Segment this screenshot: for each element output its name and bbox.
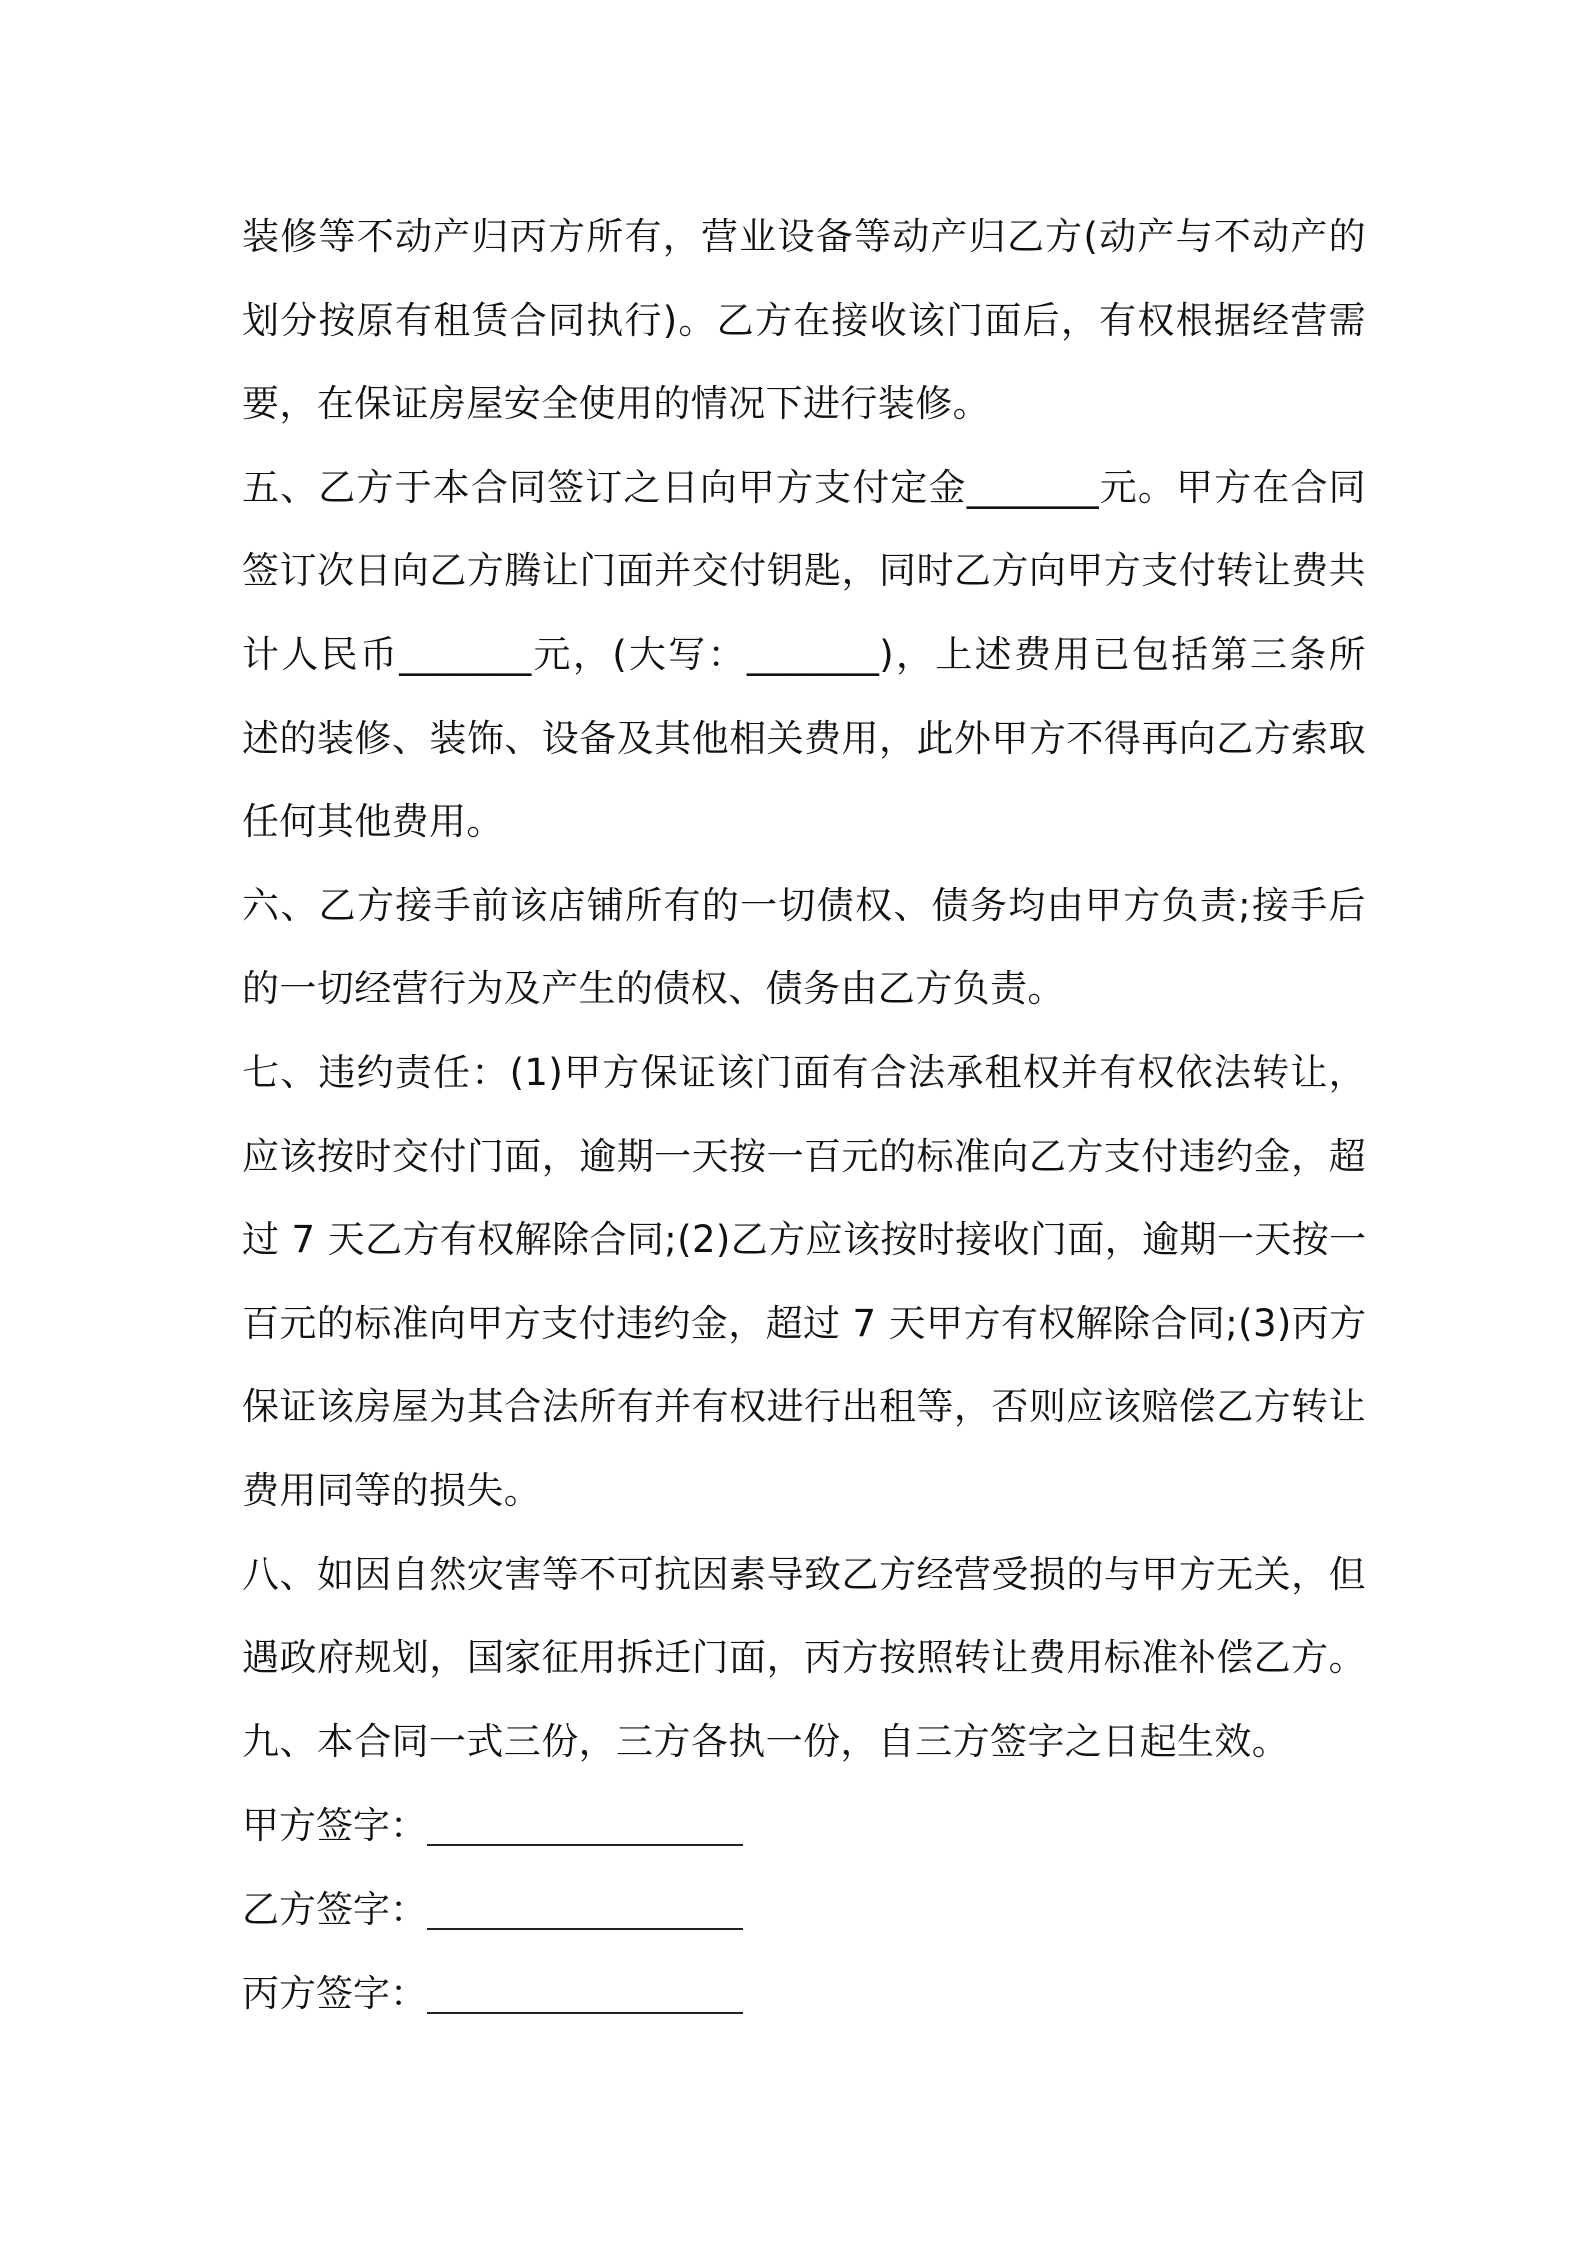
signature-label-party-b: 乙方签字： — [242, 1888, 427, 1931]
clause-7-line: 保证该房屋为其合法所有并有权进行出租等，否则应该赔偿乙方转让 — [242, 1385, 1366, 1429]
clause-8-line: 遇政府规划，国家征用拆迁门面，丙方按照转让费用标准补偿乙方。 — [242, 1636, 1366, 1680]
clause-7-line: 七、违约责任：(1)甲方保证该门面有合法承租权并有权依法转让， — [242, 1050, 1366, 1094]
clause-6-line: 的一切经营行为及产生的债权、债务由乙方负责。 — [242, 967, 1065, 1011]
clause-8-line: 八、如因自然灾害等不可抗因素导致乙方经营受损的与甲方无关，但 — [242, 1552, 1366, 1596]
text-line: 要，在保证房屋安全使用的情况下进行装修。 — [242, 382, 990, 426]
signature-label-party-c: 丙方签字： — [242, 1972, 427, 2015]
clause-5-line: 述的装修、装饰、设备及其他相关费用，此外甲方不得再向乙方索取 — [242, 716, 1366, 760]
signature-party-a — [242, 1784, 942, 1868]
signature-blank-party-a — [427, 1784, 743, 1868]
contract-body — [242, 195, 1366, 1783]
clause-7-line: 应该按时交付门面，逾期一天按一百元的标准向乙方支付违约金，超 — [242, 1134, 1366, 1178]
signature-blank-party-b — [427, 1868, 743, 1952]
text-line: 装修等不动产归丙方所有，营业设备等动产归乙方(动产与不动产的 — [242, 215, 1366, 258]
clause-7-line: 百元的标准向甲方支付违约金，超过 7 天甲方有权解除合同;(3)丙方 — [242, 1301, 1367, 1345]
clause-5-line: 五、乙方于本合同签订之日向甲方支付定金_______元。甲方在合同 — [242, 465, 1366, 509]
clause-9-line: 九、本合同一式三份，三方各执一份，自三方签字之日起生效。 — [242, 1719, 1290, 1763]
clause-5-line: 签订次日向乙方腾让门面并交付钥匙，同时乙方向甲方支付转让费共 — [242, 549, 1366, 593]
signature-blank-party-c — [427, 1952, 743, 2036]
clause-7-line: 费用同等的损失。 — [242, 1468, 542, 1512]
clause-6-line: 六、乙方接手前该店铺所有的一切债权、债务均由甲方负责;接手后 — [242, 883, 1366, 927]
clause-5-line: 任何其他费用。 — [242, 800, 504, 844]
text-line: 划分按原有租赁合同执行)。乙方在接收该门面后，有权根据经营需 — [242, 298, 1366, 342]
clause-7-line: 过 7 天乙方有权解除合同;(2)乙方应该按时接收门面，逾期一天按一 — [242, 1218, 1367, 1262]
signature-label-party-a: 甲方签字： — [242, 1804, 427, 1847]
signature-party-c — [242, 1952, 942, 2036]
clause-5-line: 计人民币_______元，(大写：_______)，上述费用已包括第三条所 — [242, 632, 1366, 676]
signature-party-b — [242, 1868, 942, 1952]
